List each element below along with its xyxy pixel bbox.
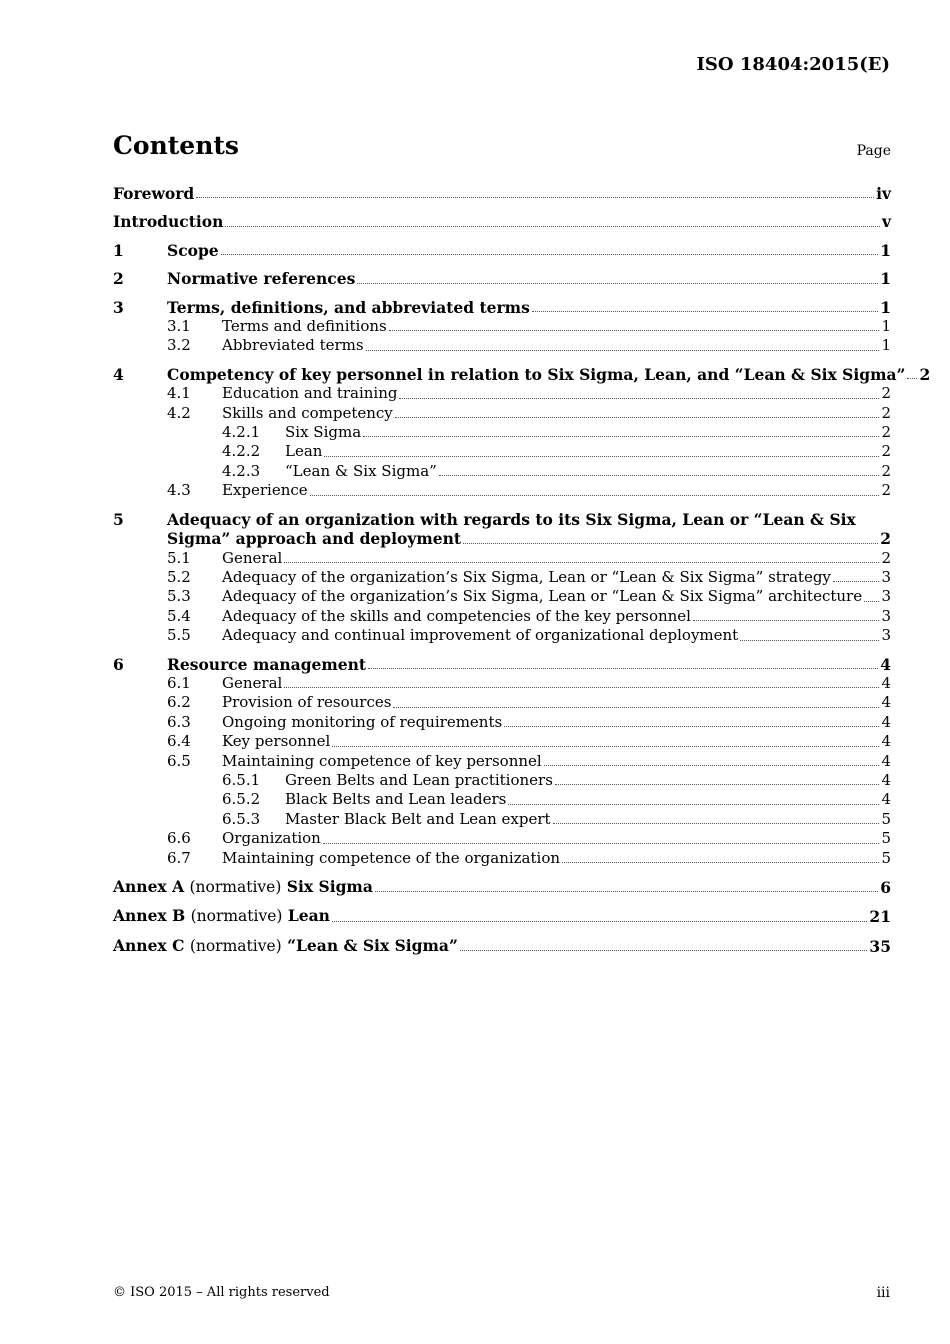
toc-entry-4-2[interactable] <box>113 404 891 423</box>
toc-title-line2: Sigma” approach and deployment <box>167 529 462 549</box>
toc-title: Adequacy of the skills and competencies of the key personnel <box>222 606 691 625</box>
dot-leader <box>740 640 879 641</box>
footer-copyright: © ISO 2015 – All rights reserved <box>113 1285 330 1300</box>
toc-page: 3 <box>881 626 891 645</box>
toc-number: 6.5 <box>167 751 191 770</box>
toc-entry-3-2[interactable] <box>113 336 891 355</box>
toc-page: 2 <box>881 461 891 480</box>
toc-number: 4.2.2 <box>222 442 261 461</box>
annex-kind: (normative) <box>190 907 283 926</box>
toc-title: Foreword <box>113 184 195 203</box>
toc-title: Competency of key personnel in relation to Six Sigma, Lean, and “Lean & Six Sigma” <box>167 364 906 384</box>
toc-number: 4.2.1 <box>222 423 261 442</box>
dot-leader <box>544 765 880 766</box>
toc-entry-section-5[interactable] <box>113 529 891 548</box>
dot-leader <box>439 475 880 476</box>
toc-title: Adequacy of the organization’s Six Sigma, Lean or “Lean & Six Sigma” architecture <box>222 587 863 606</box>
toc-number: 4 <box>113 364 124 384</box>
toc-title: Master Black Belt and Lean expert <box>285 809 551 828</box>
toc-number: 5.3 <box>167 587 191 606</box>
annex-kind: (normative) <box>189 936 282 955</box>
dot-leader <box>332 921 867 922</box>
dot-leader <box>366 350 880 351</box>
toc-entry-6-5[interactable] <box>113 752 891 771</box>
page-column-label: Page <box>856 143 891 159</box>
toc-entry-introduction[interactable] <box>113 212 891 231</box>
annex-label: Annex A <box>113 877 185 896</box>
toc-page: 2 <box>919 364 931 384</box>
toc-title: Normative references <box>167 269 356 289</box>
toc-page: 1 <box>880 240 891 260</box>
dot-leader <box>508 804 879 805</box>
toc-page: 1 <box>881 336 891 355</box>
annex-label: Annex B <box>113 906 186 926</box>
toc-number: 5.5 <box>167 626 191 645</box>
toc-number: 4.1 <box>167 384 191 403</box>
dot-leader <box>368 668 878 669</box>
toc-entry-6-2[interactable] <box>113 693 891 712</box>
dot-leader <box>907 378 917 379</box>
dot-leader <box>393 707 879 708</box>
toc-entry-6-5-1[interactable] <box>113 771 891 790</box>
toc-page: 2 <box>881 384 891 403</box>
toc-entry-section-4[interactable] <box>113 364 931 384</box>
toc-title: “Lean & Six Sigma” <box>285 461 437 480</box>
toc-title: Experience <box>222 481 308 500</box>
toc-page: v <box>881 212 891 232</box>
dot-leader <box>323 843 880 844</box>
toc-entry-section-2[interactable] <box>113 269 891 288</box>
dot-leader <box>532 311 878 312</box>
toc-entry-annex-c[interactable] <box>113 936 891 956</box>
dot-leader <box>833 581 880 582</box>
toc-page: 2 <box>881 403 891 422</box>
annex-title: “Lean & Six Sigma” <box>287 935 458 955</box>
toc-entry-4-3[interactable] <box>113 481 891 500</box>
dot-leader <box>389 330 880 331</box>
toc-page: 4 <box>881 693 891 712</box>
dot-leader <box>324 456 879 457</box>
document-id: ISO 18404:2015(E) <box>696 54 890 75</box>
toc-page: 2 <box>881 548 891 567</box>
toc-entry-6-5-3[interactable] <box>113 810 891 829</box>
toc-entry-section-6[interactable] <box>113 655 891 674</box>
toc-page: 2 <box>880 529 891 549</box>
toc-entry-6-1[interactable] <box>113 674 891 693</box>
toc-entry-3-1[interactable] <box>113 317 891 336</box>
toc-entry-6-4[interactable] <box>113 732 891 751</box>
toc-page: 4 <box>881 732 891 751</box>
dot-leader <box>221 254 879 255</box>
toc-number: 3 <box>113 297 124 317</box>
toc-page: 2 <box>881 442 891 461</box>
toc-page: 1 <box>881 317 891 336</box>
toc-number: 6.5.2 <box>222 790 261 809</box>
dot-leader <box>332 746 879 747</box>
dot-leader <box>562 862 879 863</box>
toc-entry-5-3[interactable] <box>113 587 891 606</box>
toc-title: Organization <box>222 829 321 848</box>
toc-page: 2 <box>881 423 891 442</box>
toc-entry-6-6[interactable] <box>113 829 891 848</box>
dot-leader <box>460 950 868 951</box>
dot-leader <box>693 620 879 621</box>
toc-entry-annex-b[interactable] <box>113 906 891 926</box>
dot-leader <box>196 197 874 198</box>
annex-title: Lean <box>287 906 330 926</box>
toc-title: General <box>222 548 283 567</box>
toc-number: 6 <box>113 654 124 674</box>
toc-entry-5-1[interactable] <box>113 549 891 568</box>
dot-leader <box>864 601 879 602</box>
toc-title: Scope <box>167 240 219 260</box>
dot-leader <box>284 687 879 688</box>
toc-entry-5-4[interactable] <box>113 607 891 626</box>
toc-title: Resource management <box>167 654 367 674</box>
toc-title: Adequacy and continual improvement of organizational deployment <box>222 626 739 645</box>
toc-title: Provision of resources <box>222 693 392 712</box>
toc-page: 5 <box>881 829 891 848</box>
toc-title: Introduction <box>113 212 224 232</box>
toc-entry-4-1[interactable] <box>113 384 891 403</box>
toc-number: 3.2 <box>167 336 191 355</box>
annex-label: Annex C <box>113 935 185 955</box>
toc-title <box>113 936 458 956</box>
toc-entry-6-7[interactable] <box>113 849 891 868</box>
toc-number: 6.1 <box>167 673 191 692</box>
toc-number: 6.5.3 <box>222 809 261 828</box>
toc-title <box>113 906 330 926</box>
toc-title: Abbreviated terms <box>222 336 364 355</box>
toc-number: 2 <box>113 269 124 289</box>
toc-title: General <box>222 673 283 692</box>
dot-leader <box>555 784 880 785</box>
toc-entry-4-2-2[interactable] <box>113 442 891 461</box>
toc-entry-5-5[interactable] <box>113 626 891 645</box>
toc-entry-section-5-line1[interactable] <box>113 510 891 529</box>
toc-number: 6.5.1 <box>222 770 261 789</box>
toc-page: 2 <box>881 481 891 500</box>
dot-leader <box>284 562 879 563</box>
toc-page: 6 <box>880 878 891 897</box>
toc-title: Key personnel <box>222 732 331 751</box>
toc-page: 5 <box>881 848 891 867</box>
toc-page: 4 <box>881 770 891 789</box>
toc-title: Black Belts and Lean leaders <box>285 790 507 809</box>
toc-page: 5 <box>881 809 891 828</box>
toc-number: 5.1 <box>167 548 191 567</box>
toc-number: 1 <box>113 240 124 260</box>
toc-number: 5.2 <box>167 567 191 586</box>
contents-title: Contents <box>113 131 240 160</box>
toc-number: 6.7 <box>167 848 191 867</box>
toc-number: 5 <box>113 509 124 529</box>
toc-number: 4.3 <box>167 481 191 500</box>
toc-page: iv <box>876 184 891 203</box>
dot-leader <box>357 283 878 284</box>
toc-number: 3.1 <box>167 317 191 336</box>
toc-entry-5-2[interactable] <box>113 568 891 587</box>
toc-page: 3 <box>881 587 891 606</box>
toc-page: 3 <box>881 606 891 625</box>
toc-number: 4.2.3 <box>222 461 261 480</box>
toc-title: Education and training <box>222 384 398 403</box>
toc-title: Terms and definitions <box>222 317 387 336</box>
toc-entry-4-2-1[interactable] <box>113 423 891 442</box>
dot-leader <box>504 726 879 727</box>
toc-page: 4 <box>880 654 891 674</box>
toc-entry-6-5-2[interactable] <box>113 790 891 809</box>
toc-page: 3 <box>881 567 891 586</box>
toc-number: 6.4 <box>167 732 191 751</box>
toc-title: Terms, definitions, and abbreviated terms <box>167 297 530 317</box>
toc-title-line1: Adequacy of an organization with regards to its Six Sigma, Lean or “Lean & Six <box>167 509 856 529</box>
dot-leader <box>463 543 878 544</box>
annex-title: Six Sigma <box>286 877 373 896</box>
toc-title: Skills and competency <box>222 403 393 422</box>
dot-leader <box>310 495 880 496</box>
toc-page: 4 <box>881 673 891 692</box>
dot-leader <box>363 436 879 437</box>
toc-entry-section-1[interactable] <box>113 241 891 260</box>
toc-title: Maintaining competence of the organization <box>222 848 561 867</box>
toc-entry-annex-a[interactable] <box>113 877 891 897</box>
toc-entry-foreword[interactable] <box>113 184 891 203</box>
toc-title: Ongoing monitoring of requirements <box>222 712 503 731</box>
toc-title: Green Belts and Lean practitioners <box>285 770 553 789</box>
toc-number: 6.6 <box>167 829 191 848</box>
dot-leader <box>395 417 880 418</box>
dot-leader <box>399 398 879 399</box>
toc-title: Lean <box>285 442 323 461</box>
toc-title: Six Sigma <box>285 423 362 442</box>
toc-page: 1 <box>880 269 891 289</box>
toc-title: Adequacy of the organization’s Six Sigma, Lean or “Lean & Six Sigma” strategy <box>222 567 831 586</box>
toc-page: 4 <box>881 751 891 770</box>
toc-title: Maintaining competence of key personnel <box>222 751 542 770</box>
toc-number: 5.4 <box>167 606 191 625</box>
table-of-contents <box>113 184 931 956</box>
dot-leader <box>225 226 880 227</box>
toc-number: 6.3 <box>167 712 191 731</box>
toc-page: 35 <box>869 936 891 956</box>
dot-leader <box>553 823 880 824</box>
toc-entry-6-3[interactable] <box>113 713 891 732</box>
toc-entry-4-2-3[interactable] <box>113 462 891 481</box>
toc-page: 21 <box>869 907 891 927</box>
toc-page: 1 <box>880 297 891 317</box>
toc-title <box>113 877 373 897</box>
toc-entry-section-3[interactable] <box>113 298 891 317</box>
toc-page: 4 <box>881 712 891 731</box>
dot-leader <box>375 891 878 892</box>
toc-page: 4 <box>881 790 891 809</box>
toc-number: 4.2 <box>167 403 191 422</box>
annex-kind: (normative) <box>189 878 282 896</box>
footer-page-number: iii <box>876 1285 890 1301</box>
toc-number: 6.2 <box>167 693 191 712</box>
